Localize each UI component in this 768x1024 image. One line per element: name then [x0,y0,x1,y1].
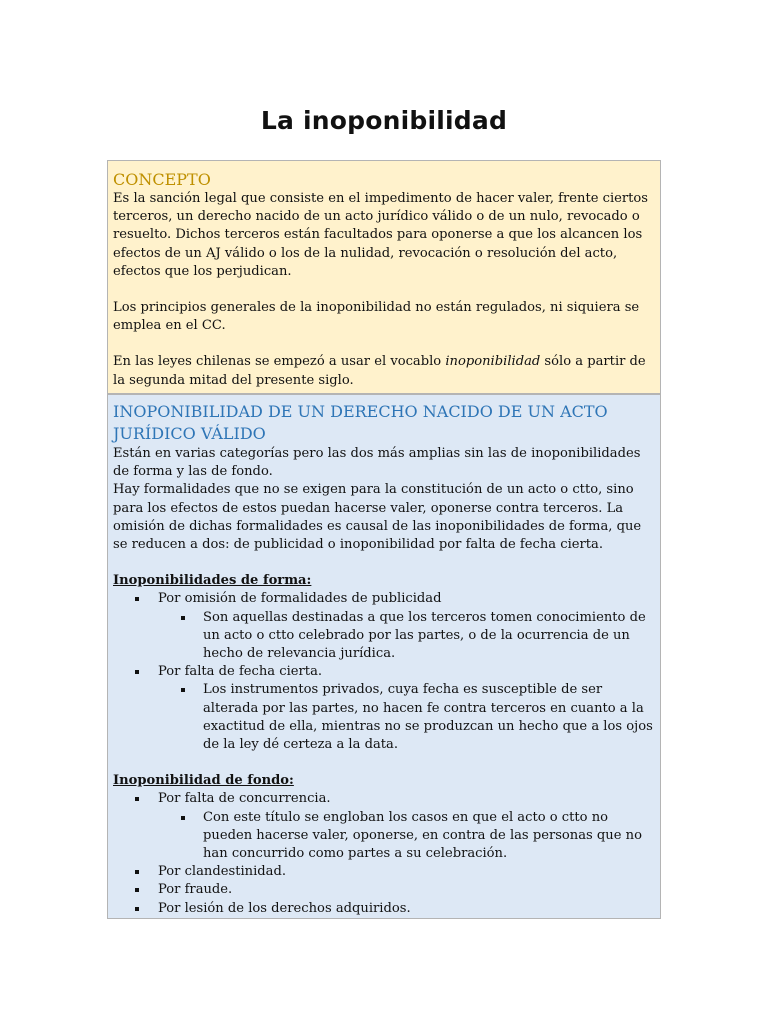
sub-list-item [158,681,654,754]
page-title: La inoponibilidad [260,106,508,135]
sub-list-item-text: Con este título se engloban los casos en que el acto o ctto no pueden hacerse valer, oponerse, en contra de las personas que no han concurrido como partes a su celebración. [203,809,642,862]
forma-list [113,590,654,754]
concepto-section [107,160,661,394]
bullet-icon [135,907,139,911]
bullet-icon [181,616,185,620]
fondo-list [113,790,654,917]
bullet-icon [135,888,139,892]
bullet-icon [181,816,185,820]
list-item [113,590,654,663]
bullet-icon [181,688,185,692]
inoponibilidad-section [107,394,661,919]
list-item [113,663,654,754]
list-item-text: Por fraude. [158,882,233,898]
sub-list [158,609,654,664]
list-item [113,863,654,881]
list-item-text: Por lesión de los derechos adquiridos. [158,900,411,916]
list-item [113,900,654,918]
concepto-leyes-chilenas [113,353,654,389]
list-item-text: Por omisión de formalidades de publicidad [158,591,442,607]
leyes-text-before: En las leyes chilenas se empezó a usar el vocablo [113,354,446,370]
sub-list-item [158,809,654,864]
inoponibilidad-heading: INOPONIBILIDAD DE UN DERECHO NACIDO DE UN ACTO JURÍDICO VÁLIDO [113,402,608,443]
sub-list [158,681,654,754]
bullet-icon [135,670,139,674]
sub-list-item-text: Son aquellas destinadas a que los terceros tomen conocimiento de un acto o ctto celebrado por las partes, o de la ocurrencia de un hecho de relevancia jurídica. [203,609,646,662]
list-item-text: Por falta de concurrencia. [158,791,331,807]
bullet-icon [135,797,139,801]
concepto-heading: CONCEPTO [113,170,211,189]
sub-list-item-text: Los instrumentos privados, cuya fecha es susceptible de ser alterada por las partes, no hacen fe contra terceros en cuanto a la exactitud de ella, mientras no se produzcan un hecho que a los ojos de la ley dé certeza a la data. [203,682,653,753]
list-item [113,790,654,863]
inoponibilidad-term: inoponibilidad [445,354,541,370]
fondo-heading: Inoponibilidad de fondo: [113,773,294,789]
concepto-principios: Los principios generales de la inoponibilidad no están regulados, ni siquiera se emplea en el CC. [113,300,640,334]
concepto-definition: Es la sanción legal que consiste en el impedimento de hacer valer, frente ciertos terceros, un derecho nacido de un acto jurídico válido o de un nulo, revocado o resuelto. Dichos terceros están facultados para oponerse a que los alcancen los efectos de un AJ válido o los de la nulidad, revocación o resolución del acto, efectos que los perjudican. [113,191,649,279]
list-item [113,881,654,899]
bullet-icon [135,597,139,601]
list-item-text: Por clandestinidad. [158,864,286,880]
bullet-icon [135,870,139,874]
formalidades-paragraph: Hay formalidades que no se exigen para la constitución de un acto o ctto, sino para los efectos de estos puedan hacerse valer, oponerse contra terceros. La omisión de dichas formalidades es causal de las inoponibilidades de forma, que se reducen a dos: de publicidad o inoponibilidad por falta de fecha cierta. [113,482,642,553]
forma-heading: Inoponibilidades de forma: [113,573,312,589]
leyes-text-after: sólo a partir de la segunda mitad del presente siglo. [113,354,646,388]
sub-list [158,809,654,864]
list-item-text: Por falta de fecha cierta. [158,664,323,680]
categorias-paragraph: Están en varias categorías pero las dos más amplias sin las de inoponibilidades de forma y las de fondo. [113,446,641,480]
sub-list-item [158,609,654,664]
